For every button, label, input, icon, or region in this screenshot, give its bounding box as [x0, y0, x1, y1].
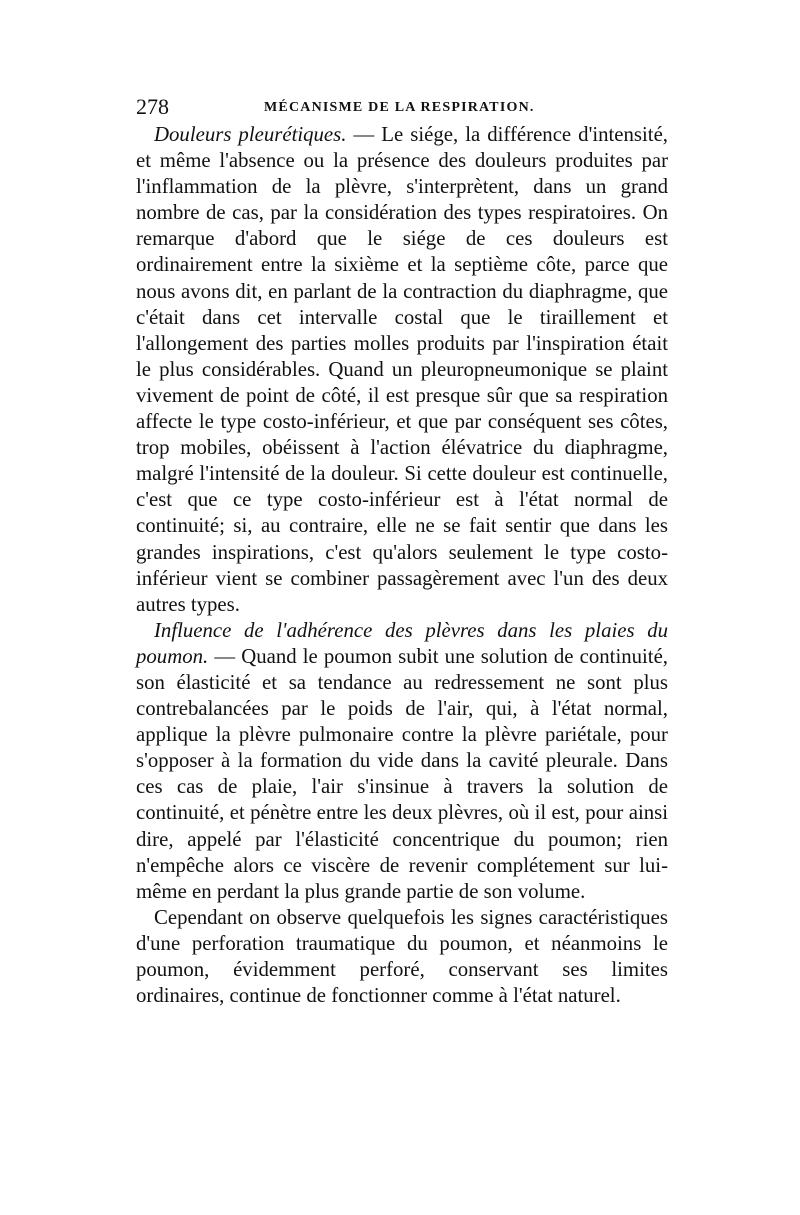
- paragraph-pleural-adhesion: [136, 618, 668, 905]
- section-heading-pleural-adhesion: Influence de l'adhérence des plèvres dans les plaies du poumon.: [136, 618, 668, 668]
- page-number: 278: [136, 94, 169, 119]
- running-title: MÉCANISME DE LA RESPIRATION.: [264, 100, 535, 115]
- body-text: [136, 122, 668, 1009]
- paragraph-pleuretic-pain: [136, 122, 668, 618]
- paragraph-traumatic-perforation: [136, 905, 668, 1009]
- section-heading-pleuretic-pain: Douleurs pleurétiques.: [154, 123, 347, 146]
- running-head: [136, 92, 668, 122]
- paragraph-text: Cependant on observe quelquefois les signes caractéristiques d'une perforation traumatique du poumon, et néanmoins le poumon, évidemment perforé, conservant ses limites ordinaires, continue de fonctionner comme à l'état naturel.: [136, 905, 668, 1008]
- book-page: [136, 92, 668, 1009]
- paragraph-text: — Quand le poumon subit une solution de continuité, son élasticité et sa tendance au redressement ne sont plus contrebalancées par le poids de l'air, qui, à l'état normal, applique la plèvre pulmonaire contre la plèvre pariétale, pour s'opposer à la formation du vide dans la cavité pleurale. Dans ces cas de plaie, l'air s'insinue à travers la solution de continuité, et pénètre entre les deux plèvres, où il est, pour ainsi dire, appelé par l'élasticité concentrique du poumon; rien n'empêche alors ce viscère de revenir complétement sur lui-même en perdant la plus grande partie de son volume.: [136, 644, 668, 903]
- paragraph-text: — Le siége, la différence d'intensité, et même l'absence ou la présence des douleurs produites par l'inflammation de la plèvre, s'interprètent, dans un grand nombre de cas, par la considération des types respiratoires. On remarque d'abord que le siége de ces douleurs est ordinairement entre la sixième et la septième côte, parce que nous avons dit, en parlant de la contraction du diaphragme, que c'était dans cet intervalle costal que le tiraillement et l'allongement des parties molles produits par l'inspiration était le plus considérables. Quand un pleuropneumonique se plaint vivement de point de côté, il est presque sûr que sa respiration affecte le type costo-inférieur, et que par conséquent ses côtes, trop mobiles, obéissent à l'action élévatrice du diaphragme, malgré l'intensité de la douleur. Si cette douleur est continuelle, c'est que ce type costo-inférieur est à l'état normal de continuité; si, au contraire, elle ne se fait sentir que dans les grandes inspirations, c'est qu'alors seulement le type costo-inférieur vient se combiner passagèrement avec l'un des deux autres types.: [136, 123, 668, 616]
